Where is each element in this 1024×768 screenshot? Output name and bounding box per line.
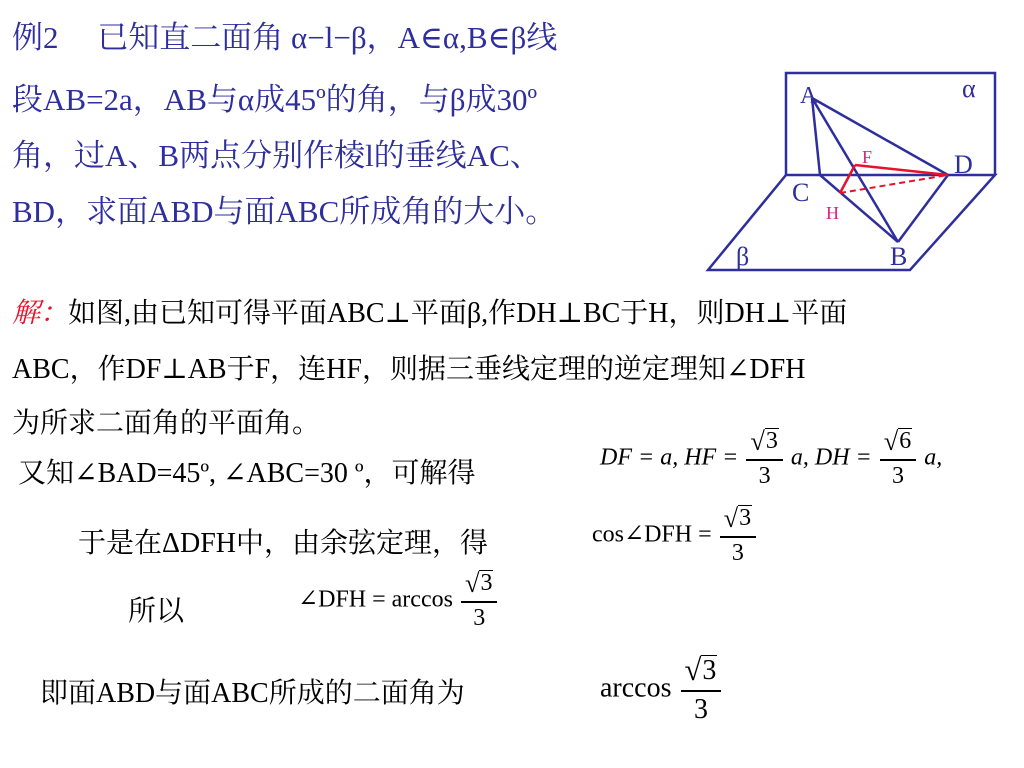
- eq1-fraction-2: √ 6 3: [880, 428, 916, 490]
- eq3-den: 3: [473, 604, 486, 631]
- eq2-den: 3: [731, 539, 744, 566]
- solution-line-1: [12, 300, 847, 328]
- eq3-fraction: √ 3 3: [461, 570, 497, 632]
- eq4-lhs: arccos: [600, 672, 672, 704]
- segment-AB: [812, 98, 898, 242]
- problem-line-2: 段AB=2a，AB与α成45º的角，与β成30º: [12, 82, 538, 117]
- segment-FH: [840, 165, 855, 193]
- eq4-num: 3: [702, 655, 717, 687]
- equation-dfh-arccos: [298, 570, 499, 632]
- label-beta: β: [736, 242, 750, 271]
- eq1-part-1: DF = a, HF =: [600, 444, 739, 471]
- label-H: H: [826, 203, 839, 223]
- eq1-den-2: 3: [891, 462, 904, 489]
- eq4-fraction: √ 3 3: [681, 655, 722, 726]
- label-F: F: [862, 147, 873, 167]
- solution-line-3: 为所求二面角的平面角。: [12, 408, 321, 439]
- segment-BD: [898, 175, 948, 242]
- solution-line-6: 所以: [128, 596, 185, 627]
- eq3-num: 3: [480, 570, 493, 597]
- eq2-num: 3: [739, 505, 752, 532]
- solution-line-5: 于是在ΔDFH中，由余弦定理，得: [78, 528, 489, 559]
- eq3-lhs: ∠DFH = arccos: [298, 586, 453, 613]
- eq2-fraction: √ 3 3: [720, 505, 756, 567]
- segment-AD: [812, 98, 948, 175]
- eq1-num-2: 6: [899, 428, 912, 455]
- problem-line-1: 例2 已知直二面角 α−l−β，A∈α,B∈β线: [12, 20, 558, 55]
- label-alpha: α: [962, 74, 976, 103]
- solution-line-2: ABC，作DF⊥AB于F，连HF，则据三垂线定理的逆定理知∠DFH: [12, 354, 806, 385]
- segment-DH: [840, 175, 948, 193]
- label-C: C: [792, 178, 810, 207]
- equation-cos-dfh: [592, 505, 758, 567]
- label-A: A: [800, 83, 818, 109]
- equation-final-arccos: [600, 655, 723, 726]
- eq1-part-2: a, DH =: [790, 444, 872, 471]
- eq1-num-1: 3: [765, 428, 778, 455]
- problem-line-3: 角，过A、B两点分别作棱l的垂线AC、: [12, 138, 541, 173]
- label-B: B: [890, 242, 908, 271]
- problem-line-4: BD，求面ABD与面ABC所成角的大小。: [12, 194, 557, 229]
- solution-line-4: 又知∠BAD=45º, ∠ABC=30 º，可解得: [18, 458, 476, 489]
- eq4-den: 3: [693, 693, 708, 725]
- eq1-fraction-1: √ 3 3: [746, 428, 782, 490]
- label-D: D: [954, 150, 973, 179]
- solution-label: 解：: [12, 298, 69, 329]
- solution-line-1-text: 如图,由已知可得平面ABC⊥平面β,作DH⊥BC于H，则DH⊥平面: [68, 298, 848, 329]
- eq1-part-3: a,: [924, 444, 943, 471]
- eq2-lhs: cos∠DFH =: [592, 521, 712, 548]
- equation-df-hf-dh: [600, 428, 942, 490]
- eq1-den-1: 3: [758, 462, 771, 489]
- plane-beta: [708, 175, 995, 270]
- dihedral-angle-figure: [700, 65, 1000, 280]
- solution-line-7: 即面ABD与面ABC所成的二面角为: [40, 678, 465, 709]
